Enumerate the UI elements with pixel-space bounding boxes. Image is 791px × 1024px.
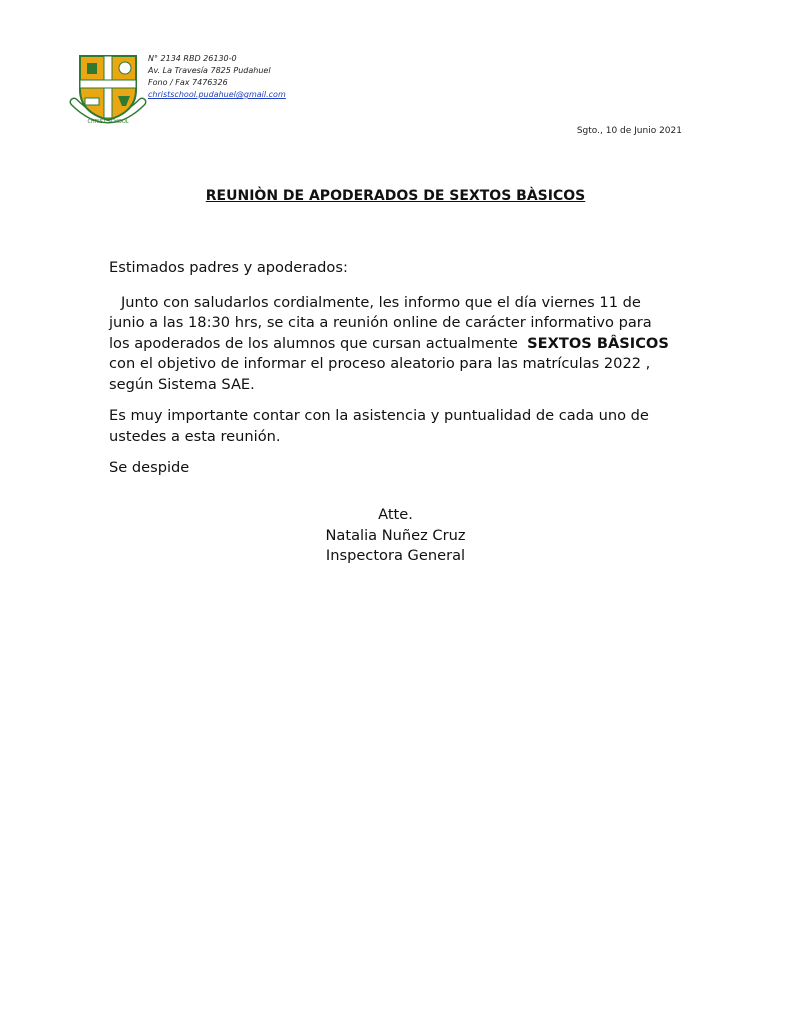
paragraph1-line1: Junto con saludarlos cordialmente, les informo que el día viernes 11 de	[121, 293, 641, 311]
letter-body	[109, 258, 687, 479]
paragraph2-line1: Es muy importante contar con la asistencia y puntualidad de cada uno de	[109, 407, 649, 424]
document-date: Sgto., 10 de Junio 2021	[576, 126, 682, 136]
paragraph2-line2: ustedes a esta reunión.	[109, 427, 281, 445]
paragraph1-line4: con el objetivo de informar el proceso aleatorio para las matrículas 2022 ,	[109, 355, 651, 372]
signature-name: Natalia Nuñez Cruz	[325, 526, 466, 544]
letterhead-email-link[interactable]: christschool.pudahuel@gmail.com	[148, 90, 286, 99]
paragraph1-line3: los apoderados de los alumnos que cursan actualmente	[109, 334, 518, 352]
salutation: Estimados padres y apoderados:	[109, 259, 348, 276]
signature-atte: Atte.	[378, 506, 413, 523]
paragraph1-line5: según Sistema SAE.	[109, 375, 255, 393]
signature-block	[0, 505, 791, 567]
paragraph1-line2: junio a las 18:30 hrs, se cita a reunión online de carácter informativo para	[109, 314, 652, 331]
paragraph-attendance	[109, 406, 687, 447]
grade-highlight: SEXTOS BÂSICOS	[527, 334, 669, 352]
letterhead	[148, 53, 286, 101]
letterhead-address: Av. La Travesía 7825 Pudahuel	[148, 66, 271, 75]
school-crest-logo	[66, 50, 150, 126]
closing: Se despide	[109, 459, 190, 476]
signature-role: Inspectora General	[325, 547, 466, 564]
document-title: REUNIÒN DE APODERADOS DE SEXTOS BÀSICOS	[205, 188, 586, 204]
logo-ribbon-text: CHRIST SCHOOL	[87, 119, 129, 125]
paragraph-meeting-info	[109, 293, 687, 396]
letterhead-phone: Fono / Fax 7476326	[148, 78, 228, 87]
letterhead-registration: N° 2134 RBD 26130-0	[148, 54, 237, 63]
